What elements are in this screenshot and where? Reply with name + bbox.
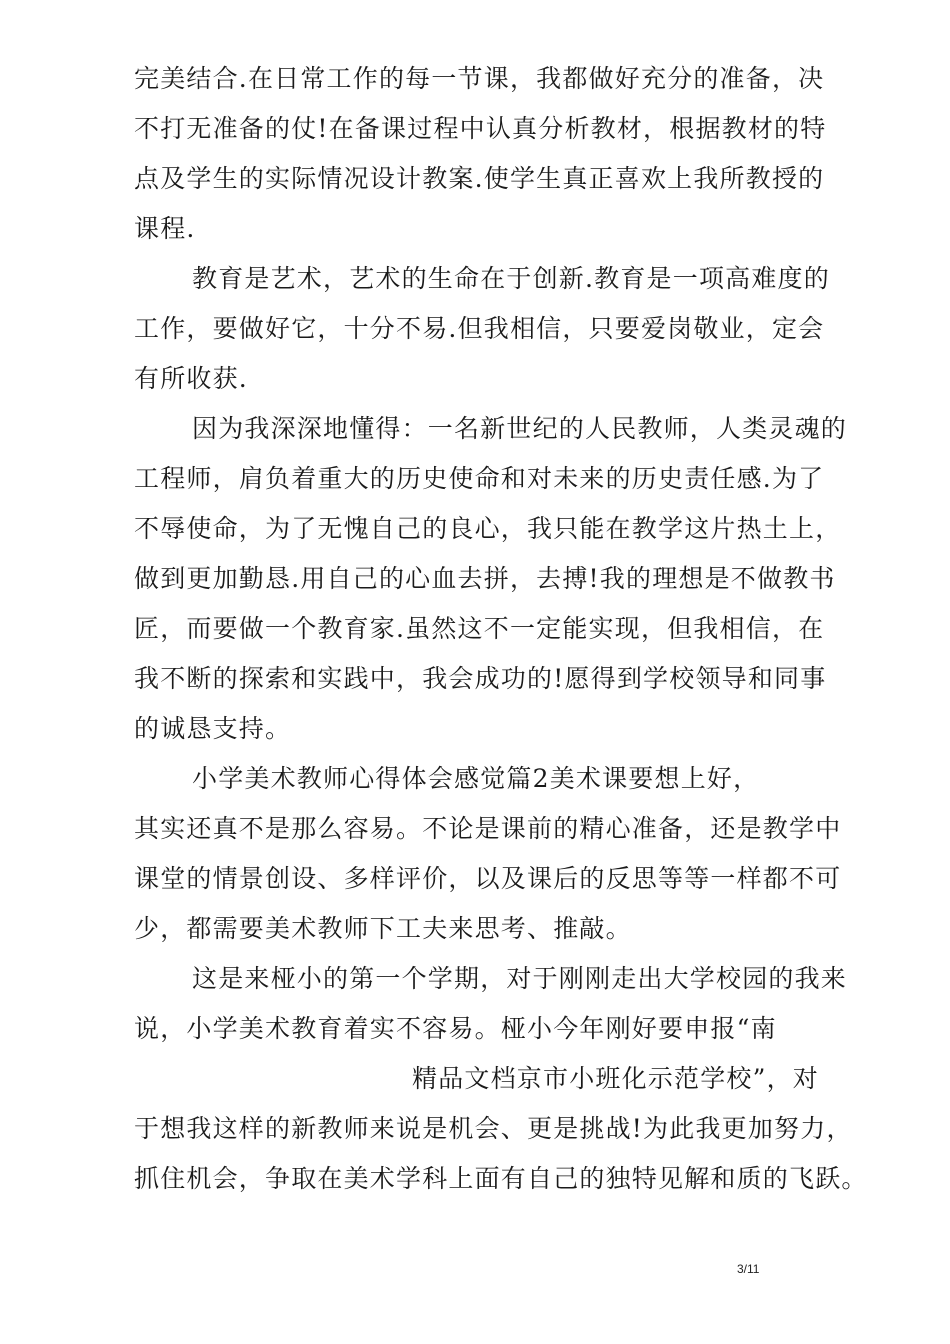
text-line: 说，小学美术教育着实不容易。桠小今年刚好要申报“南	[134, 1014, 777, 1043]
text-line: 少，都需要美术教师下工夫来思考、推敲。	[134, 914, 632, 943]
text-line: 抓住机会，争取在美术学科上面有自己的独特见解和质的飞跃。	[134, 1164, 868, 1193]
text-line: 匠，而要做一个教育家.虽然这不一定能实现，但我相信，在	[134, 614, 825, 643]
text-line: 工作，要做好它，十分不易.但我相信，只要爱岗敬业，定会	[134, 314, 825, 343]
text-line: 课堂的情景创设、多样评价，以及课后的反思等等一样都不可	[134, 864, 842, 893]
text-line: 点及学生的实际情况设计教案.使学生真正喜欢上我所教授的	[134, 164, 825, 193]
text-line: 工程师，肩负着重大的历史使命和对未来的历史责任感.为了	[134, 464, 825, 493]
text-line: 我不断的探索和实践中，我会成功的!愿得到学校领导和同事	[134, 664, 827, 693]
text-line: 其实还真不是那么容易。不论是课前的精心准备，还是教学中	[134, 814, 842, 843]
text-line: 教育是艺术，艺术的生命在于创新.教育是一项高难度的	[192, 264, 830, 293]
text-line: 的诚恳支持。	[134, 714, 292, 743]
text-line: 这是来桠小的第一个学期，对于刚刚走出大学校园的我来	[192, 964, 848, 993]
text-line: 不打无准备的仗!在备课过程中认真分析教材，根据教材的特	[134, 114, 827, 143]
text-line: 完美结合.在日常工作的每一节课，我都做好充分的准备，决	[134, 64, 825, 93]
text-line: 做到更加勤恳.用自己的心血去拼，去搏!我的理想是不做教书	[134, 564, 836, 593]
text-line: 课程.	[134, 214, 196, 243]
text-line: 有所收获.	[134, 364, 248, 393]
text-line: 因为我深深地懂得：一名新世纪的人民教师，人类灵魂的	[192, 414, 848, 443]
text-line: 不辱使命，为了无愧自己的良心，我只能在教学这片热土上，	[134, 514, 842, 543]
text-line: 于想我这样的新教师来说是机会、更是挑战!为此我更加努力，	[134, 1114, 853, 1143]
text-line: 精品文档京市小班化示范学校”，对	[412, 1064, 819, 1093]
section-heading-line: 小学美术教师心得体会感觉篇2美术课要想上好，	[192, 764, 760, 793]
page-number: 3/11	[737, 1262, 760, 1276]
